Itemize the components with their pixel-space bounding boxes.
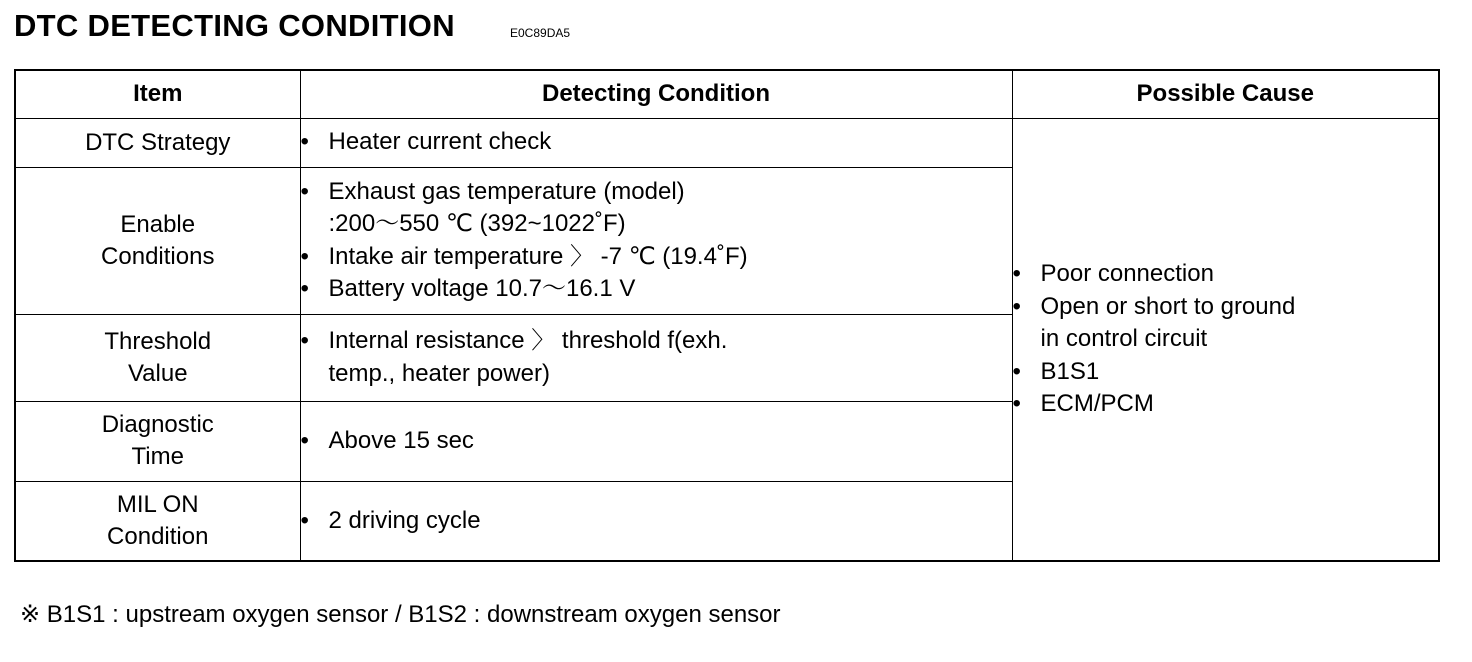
item-label: Diagnostic Time: [101, 411, 214, 470]
header-item: Item: [15, 70, 300, 118]
item-label: MIL ON Condition: [107, 490, 209, 550]
cause-bullet: • ECM/PCM: [1013, 388, 1439, 421]
header-possible-cause: Possible Cause: [1012, 70, 1439, 118]
condition-bullet: • 2 driving cycle: [301, 505, 1012, 538]
condition-bullet: • Above 15 sec: [301, 425, 1012, 458]
condition-bullet: • Battery voltage 10.7～16.1 V: [301, 273, 1012, 306]
item-cell: [15, 314, 300, 401]
header-detecting-condition: Detecting Condition: [300, 70, 1012, 118]
table-header-row: [15, 70, 1439, 118]
page-title: DTC DETECTING CONDITION: [14, 8, 455, 43]
item-cell: [15, 118, 300, 167]
item-cell: [15, 167, 300, 314]
item-label: Threshold Value: [104, 327, 212, 387]
item-label: Enable Conditions: [101, 210, 215, 270]
condition-bullet: • Exhaust gas temperature (model) :200～550 ℃ (392~1022˚F): [301, 176, 1012, 241]
cause-bullet: • Open or short to ground in control circuit: [1013, 291, 1439, 356]
dtc-condition-table: [14, 69, 1440, 562]
condition-bullet: • Internal resistance 〉 threshold f(exh. temp., heater power): [301, 325, 1012, 390]
condition-cell: [300, 314, 1012, 401]
item-label: DTC Strategy: [85, 128, 231, 156]
condition-bullet: • Intake air temperature 〉 -7 ℃ (19.4˚F): [301, 241, 1012, 274]
cause-bullet: • B1S1: [1013, 356, 1439, 389]
condition-cell: [300, 401, 1012, 481]
condition-cell: [300, 167, 1012, 314]
possible-cause-cell: [1012, 118, 1439, 561]
table-row-dtc-strategy: [15, 118, 1439, 167]
item-cell: [15, 481, 300, 561]
condition-cell: [300, 118, 1012, 167]
item-cell: [15, 401, 300, 481]
document-code: E0C89DA5: [510, 26, 571, 40]
cause-bullet: • Poor connection: [1013, 258, 1439, 291]
footnote: ※ B1S1 : upstream oxygen sensor / B1S2 : downstream oxygen sensor: [20, 601, 781, 628]
condition-bullet: • Heater current check: [301, 126, 1012, 159]
condition-cell: [300, 481, 1012, 561]
